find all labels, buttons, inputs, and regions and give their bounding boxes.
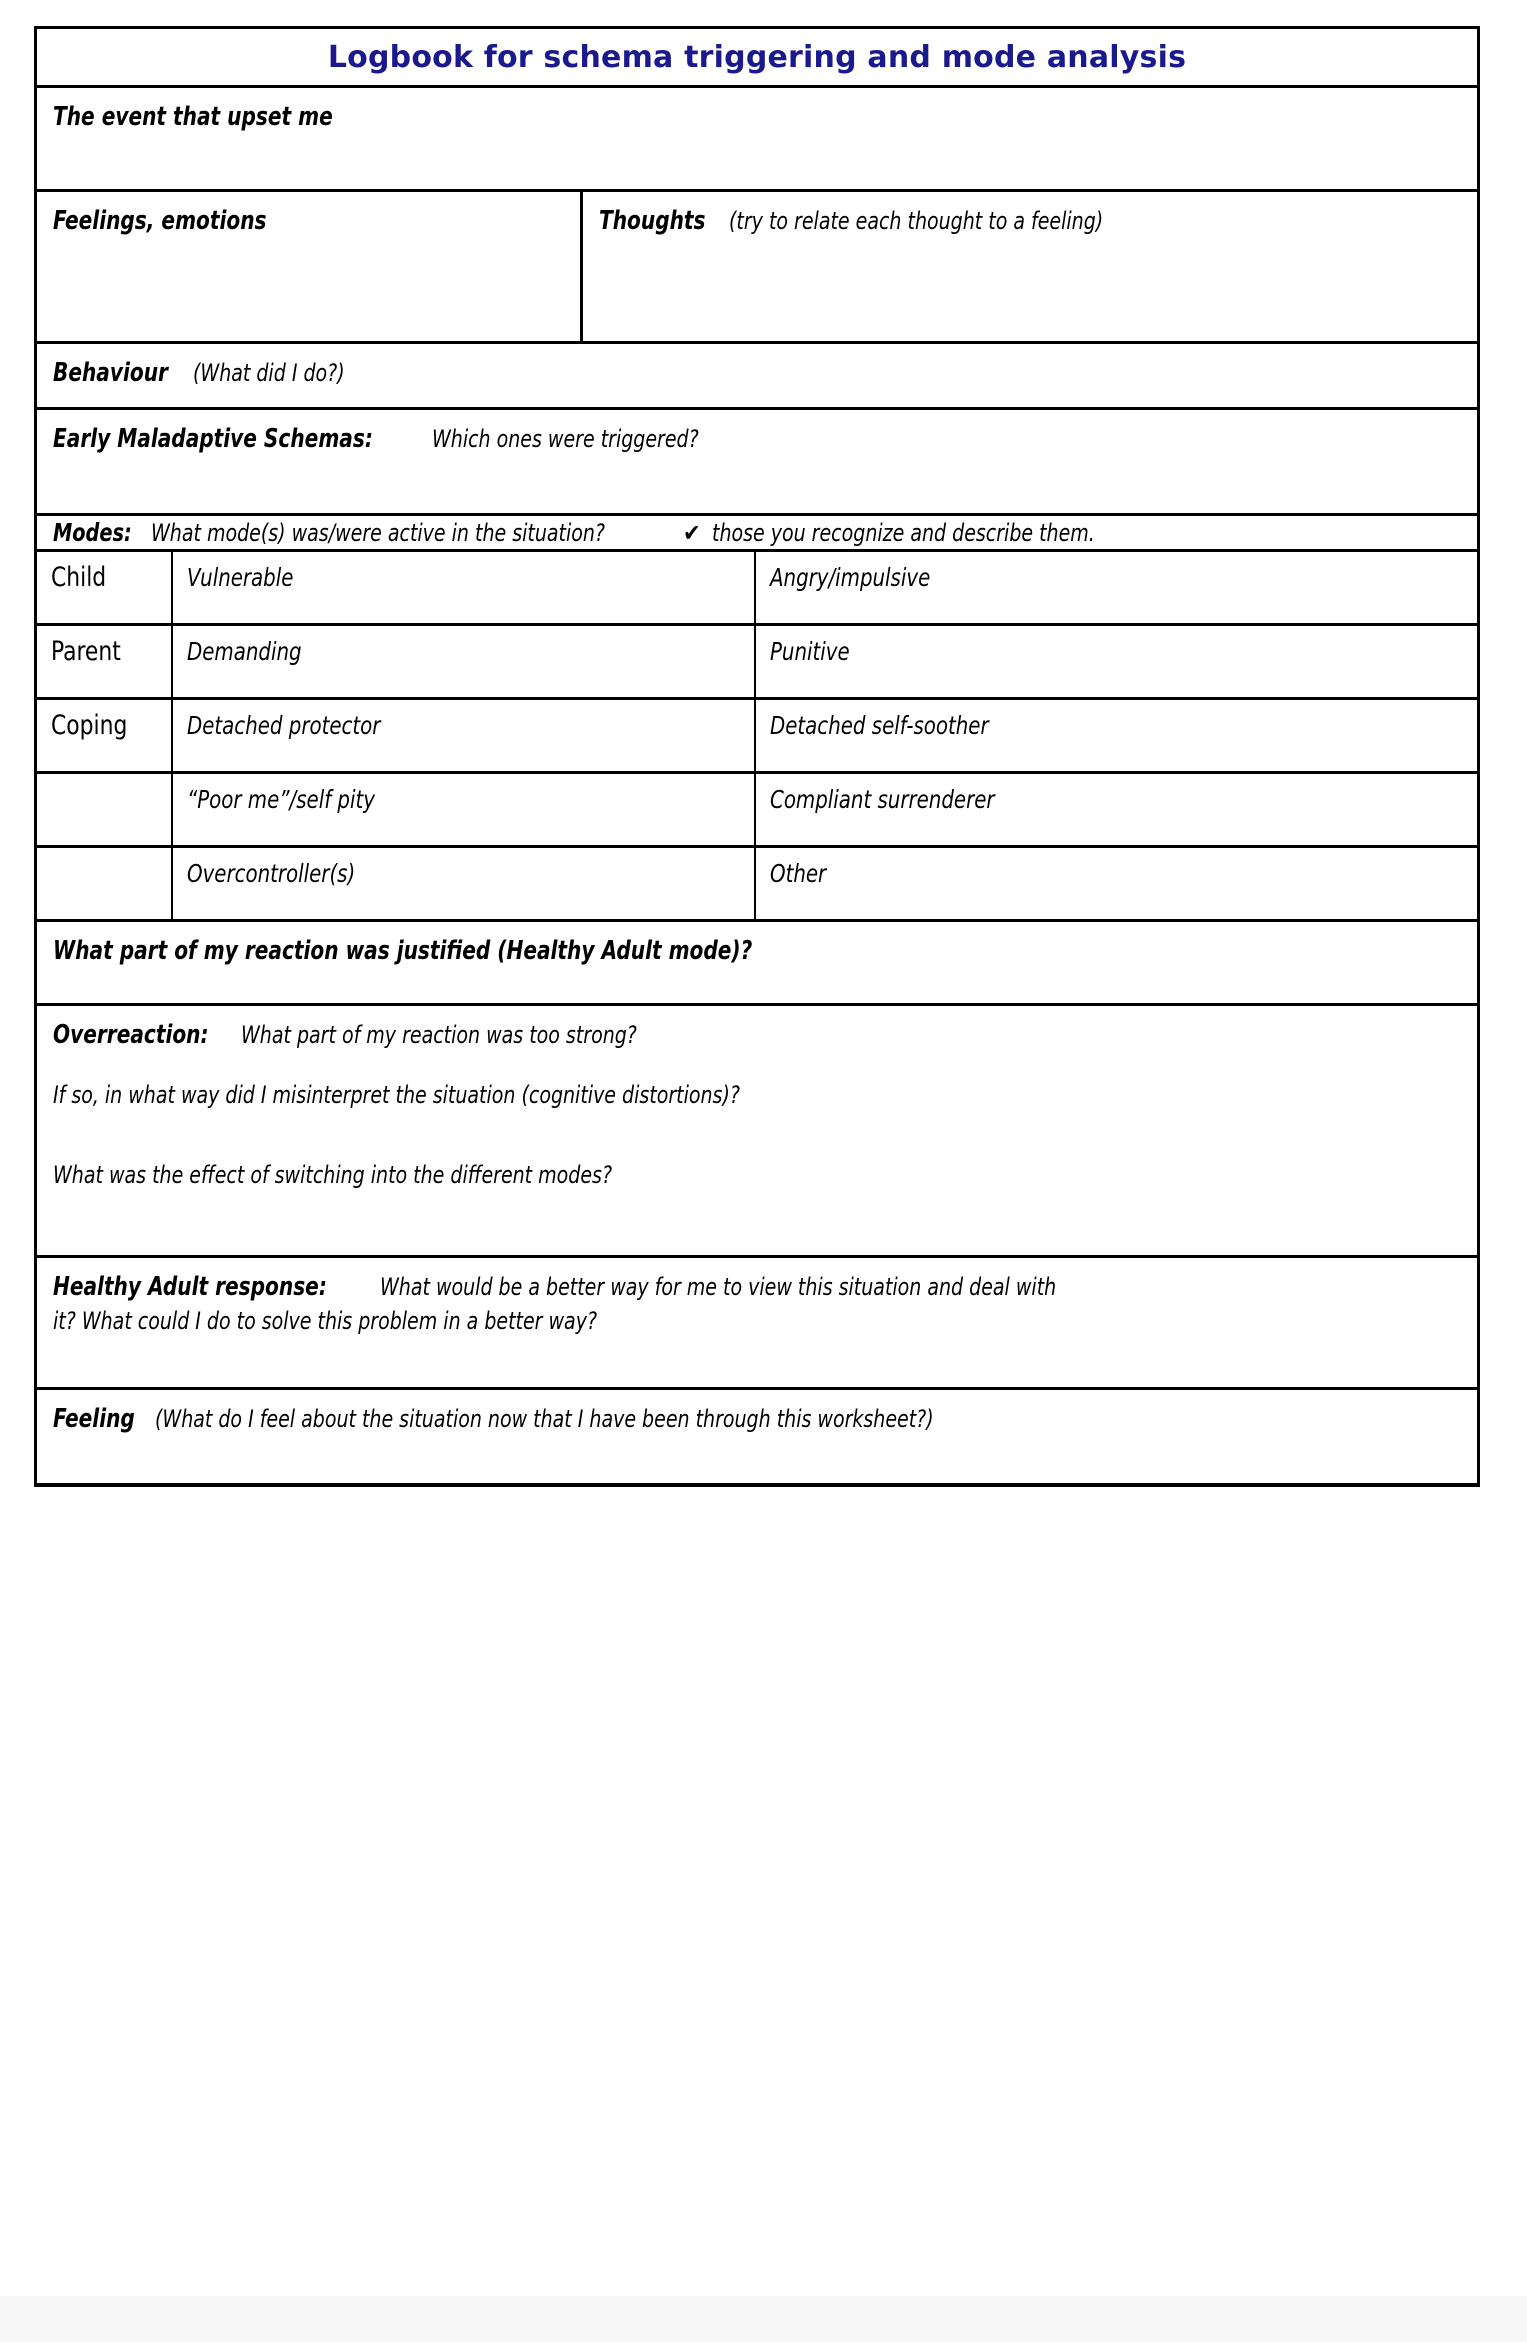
healthy-adult-label: Healthy Adult response:: [53, 1272, 327, 1302]
feelings-cell[interactable]: [37, 192, 583, 341]
modes-hint-before: What mode(s) was/were active in the situation?: [150, 519, 605, 547]
section-feeling[interactable]: [37, 1387, 1477, 1483]
event-label: The event that upset me: [53, 102, 333, 132]
title-row: [37, 29, 1477, 85]
overreaction-label: Overreaction:: [53, 1020, 209, 1050]
mode-option-b-cell[interactable]: [756, 848, 1477, 919]
logbook-table: [34, 26, 1480, 1487]
mode-option-label: Angry/impulsive: [770, 563, 931, 592]
schemas-hint: Which ones were triggered?: [431, 425, 699, 453]
mode-category-cell: [37, 700, 173, 771]
mode-option-label: Compliant surrenderer: [770, 785, 995, 814]
mode-category-label: Coping: [51, 710, 128, 741]
thoughts-label: Thoughts: [599, 206, 706, 236]
section-overreaction[interactable]: [37, 1003, 1477, 1255]
modes-row-overcontroller: [37, 845, 1477, 919]
mode-option-b-cell[interactable]: [756, 626, 1477, 697]
mode-category-cell: [37, 774, 173, 845]
mode-category-cell: [37, 626, 173, 697]
overreaction-hint: What part of my reaction was too strong?: [240, 1021, 637, 1049]
section-schemas[interactable]: [37, 407, 1477, 513]
mode-category-cell: [37, 552, 173, 623]
mode-category-label: Parent: [51, 636, 121, 667]
modes-header-row: [37, 513, 1477, 549]
modes-row-poor-me: [37, 771, 1477, 845]
schemas-label: Early Maladaptive Schemas:: [53, 424, 373, 454]
modes-label: Modes:: [53, 518, 132, 547]
behaviour-label: Behaviour: [53, 358, 168, 388]
checkmark-icon: ✔: [682, 519, 701, 547]
modes-row-parent: [37, 623, 1477, 697]
mode-option-a-cell[interactable]: [173, 774, 756, 845]
mode-category-label: Child: [51, 562, 107, 593]
section-feelings-thoughts: [37, 189, 1477, 341]
mode-option-b-cell[interactable]: [756, 700, 1477, 771]
mode-option-label: Demanding: [187, 637, 302, 666]
behaviour-hint: (What did I do?): [192, 359, 345, 387]
thoughts-cell[interactable]: [583, 192, 1477, 341]
scan-background-band: [0, 2296, 1527, 2342]
overreaction-line3: What was the effect of switching into the different modes?: [53, 1160, 613, 1189]
page-title: Logbook for schema triggering and mode analysis: [327, 39, 1187, 75]
mode-option-a-cell[interactable]: [173, 700, 756, 771]
section-healthy-adult[interactable]: [37, 1255, 1477, 1387]
justified-label: What part of my reaction was justified (Healthy Adult mode)?: [53, 936, 753, 966]
mode-option-label: Detached protector: [187, 711, 381, 740]
healthy-adult-hint-line2: it? What could I do to solve this problem in a better way?: [53, 1306, 598, 1335]
mode-category-cell: [37, 848, 173, 919]
mode-option-label: Other: [770, 859, 827, 888]
modes-hint-after: those you recognize and describe them.: [711, 519, 1095, 547]
mode-option-b-cell[interactable]: [756, 774, 1477, 845]
overreaction-line2: If so, in what way did I misinterpret the situation (cognitive distortions)?: [53, 1080, 740, 1109]
mode-option-label: Overcontroller(s): [187, 859, 356, 888]
mode-option-label: Punitive: [770, 637, 850, 666]
thoughts-hint: (try to relate each thought to a feeling): [728, 207, 1104, 235]
mode-option-a-cell[interactable]: [173, 626, 756, 697]
modes-row-child: [37, 549, 1477, 623]
mode-option-label: Detached self-soother: [770, 711, 989, 740]
section-justified[interactable]: [37, 919, 1477, 1003]
modes-row-coping: [37, 697, 1477, 771]
feeling-hint: (What do I feel about the situation now that I have been through this worksheet?): [155, 1405, 934, 1433]
section-behaviour[interactable]: [37, 341, 1477, 407]
mode-option-b-cell[interactable]: [756, 552, 1477, 623]
mode-option-a-cell[interactable]: [173, 848, 756, 919]
feelings-label: Feelings, emotions: [53, 206, 267, 236]
feeling-label: Feeling: [53, 1404, 135, 1434]
mode-option-label: “Poor me”/self pity: [187, 785, 375, 814]
section-event[interactable]: [37, 85, 1477, 189]
mode-option-a-cell[interactable]: [173, 552, 756, 623]
healthy-adult-hint-line1: What would be a better way for me to view this situation and deal with: [380, 1273, 1057, 1301]
mode-option-label: Vulnerable: [187, 563, 294, 592]
